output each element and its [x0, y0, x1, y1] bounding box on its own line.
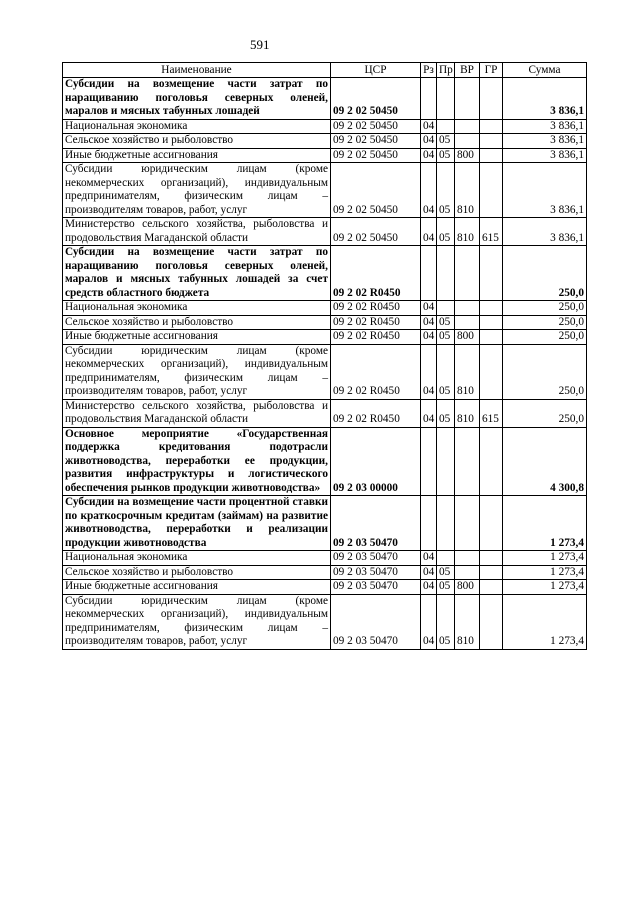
cell-vr — [455, 246, 480, 301]
cell-pr — [437, 119, 455, 134]
cell-rz — [421, 427, 437, 496]
cell-vr: 810 — [455, 218, 480, 246]
cell-csr: 09 2 03 50470 — [331, 565, 421, 580]
cell-sum: 250,0 — [503, 301, 587, 316]
cell-sum: 3 836,1 — [503, 78, 587, 120]
cell-pr — [437, 78, 455, 120]
table-row — [63, 580, 587, 595]
cell-name: Основное мероприятие «Государственная поддержка кредитования подотрасли животноводства, переработки ее продукции, развития инфраструктуры и логистического обеспечения рынков продукции животноводства» — [63, 427, 331, 496]
table-row — [63, 496, 587, 551]
budget-table — [62, 62, 587, 650]
cell-name: Сельское хозяйство и рыболовство — [63, 565, 331, 580]
cell-rz — [421, 78, 437, 120]
cell-name: Министерство сельского хозяйства, рыболовства и продовольствия Магаданской области — [63, 399, 331, 427]
cell-rz: 04 — [421, 301, 437, 316]
cell-sum: 1 273,4 — [503, 565, 587, 580]
cell-pr: 05 — [437, 580, 455, 595]
cell-csr: 09 2 03 50470 — [331, 551, 421, 566]
cell-name: Сельское хозяйство и рыболовство — [63, 134, 331, 149]
cell-vr — [455, 496, 480, 551]
cell-csr: 09 2 02 50450 — [331, 134, 421, 149]
table-row — [63, 246, 587, 301]
cell-gr: 615 — [480, 218, 503, 246]
cell-name: Иные бюджетные ассигнования — [63, 330, 331, 345]
cell-gr — [480, 119, 503, 134]
cell-csr: 09 2 03 50470 — [331, 496, 421, 551]
cell-sum: 3 836,1 — [503, 134, 587, 149]
table-row — [63, 315, 587, 330]
cell-vr: 800 — [455, 330, 480, 345]
header-pr: Пр — [437, 63, 455, 78]
table-row — [63, 119, 587, 134]
cell-vr — [455, 301, 480, 316]
cell-pr: 05 — [437, 565, 455, 580]
cell-csr: 09 2 02 R0450 — [331, 399, 421, 427]
cell-gr — [480, 427, 503, 496]
cell-pr — [437, 246, 455, 301]
cell-pr: 05 — [437, 330, 455, 345]
cell-name: Субсидии юридическим лицам (кроме некоммерческих организаций), индивидуальным предпринимателям, физическим лицам – производителям товаров, работ, услуг — [63, 594, 331, 649]
cell-gr — [480, 344, 503, 399]
cell-vr — [455, 119, 480, 134]
cell-sum: 250,0 — [503, 246, 587, 301]
table-row — [63, 551, 587, 566]
cell-rz: 04 — [421, 148, 437, 163]
cell-gr — [480, 594, 503, 649]
cell-vr: 800 — [455, 148, 480, 163]
cell-gr — [480, 496, 503, 551]
cell-name: Национальная экономика — [63, 551, 331, 566]
cell-rz: 04 — [421, 399, 437, 427]
cell-csr: 09 2 03 00000 — [331, 427, 421, 496]
cell-rz: 04 — [421, 330, 437, 345]
cell-csr: 09 2 02 R0450 — [331, 344, 421, 399]
table-row — [63, 218, 587, 246]
table-row — [63, 565, 587, 580]
cell-vr: 800 — [455, 580, 480, 595]
cell-csr: 09 2 02 50450 — [331, 78, 421, 120]
cell-pr — [437, 301, 455, 316]
cell-pr: 05 — [437, 218, 455, 246]
cell-sum: 1 273,4 — [503, 580, 587, 595]
table-body — [63, 78, 587, 650]
cell-pr: 05 — [437, 594, 455, 649]
cell-csr: 09 2 02 50450 — [331, 148, 421, 163]
cell-name: Субсидии юридическим лицам (кроме некоммерческих организаций), индивидуальным предпринимателям, физическим лицам – производителям товаров, работ, услуг — [63, 344, 331, 399]
header-csr: ЦСР — [331, 63, 421, 78]
cell-name: Субсидии на возмещение части затрат по наращиванию поголовья северных оленей, маралов и мясных табунных лошадей — [63, 78, 331, 120]
cell-sum: 250,0 — [503, 315, 587, 330]
cell-vr: 810 — [455, 594, 480, 649]
cell-sum: 3 836,1 — [503, 119, 587, 134]
cell-gr — [480, 580, 503, 595]
header-sum: Сумма — [503, 63, 587, 78]
cell-vr — [455, 315, 480, 330]
cell-rz — [421, 496, 437, 551]
cell-rz: 04 — [421, 580, 437, 595]
cell-gr — [480, 301, 503, 316]
cell-csr: 09 2 02 R0450 — [331, 246, 421, 301]
cell-rz: 04 — [421, 163, 437, 218]
cell-gr — [480, 315, 503, 330]
table-row — [63, 427, 587, 496]
header-gr: ГР — [480, 63, 503, 78]
cell-rz: 04 — [421, 315, 437, 330]
cell-csr: 09 2 02 50450 — [331, 119, 421, 134]
page-number: 591 — [250, 37, 270, 52]
cell-sum: 1 273,4 — [503, 496, 587, 551]
cell-vr: 810 — [455, 399, 480, 427]
cell-sum: 250,0 — [503, 344, 587, 399]
cell-sum: 250,0 — [503, 399, 587, 427]
table-row — [63, 78, 587, 120]
cell-gr — [480, 565, 503, 580]
header-name: Наименование — [63, 63, 331, 78]
cell-sum: 4 300,8 — [503, 427, 587, 496]
cell-name: Иные бюджетные ассигнования — [63, 148, 331, 163]
cell-sum: 1 273,4 — [503, 551, 587, 566]
cell-name: Национальная экономика — [63, 119, 331, 134]
cell-pr: 05 — [437, 399, 455, 427]
cell-name: Министерство сельского хозяйства, рыболовства и продовольствия Магаданской области — [63, 218, 331, 246]
cell-sum: 3 836,1 — [503, 148, 587, 163]
table-row — [63, 134, 587, 149]
cell-gr — [480, 134, 503, 149]
cell-rz: 04 — [421, 565, 437, 580]
cell-gr — [480, 246, 503, 301]
cell-csr: 09 2 03 50470 — [331, 580, 421, 595]
cell-rz: 04 — [421, 551, 437, 566]
cell-gr — [480, 163, 503, 218]
cell-name: Национальная экономика — [63, 301, 331, 316]
cell-pr: 05 — [437, 163, 455, 218]
cell-sum: 250,0 — [503, 330, 587, 345]
cell-sum: 3 836,1 — [503, 163, 587, 218]
cell-vr — [455, 78, 480, 120]
cell-name: Сельское хозяйство и рыболовство — [63, 315, 331, 330]
cell-name: Субсидии на возмещение части процентной ставки по краткосрочным кредитам (займам) на развитие животноводства, переработки и реализации продукции животноводства — [63, 496, 331, 551]
cell-pr — [437, 551, 455, 566]
cell-rz: 04 — [421, 119, 437, 134]
cell-rz: 04 — [421, 218, 437, 246]
cell-vr: 810 — [455, 344, 480, 399]
table-row — [63, 163, 587, 218]
table-row — [63, 330, 587, 345]
cell-rz — [421, 246, 437, 301]
table-row — [63, 148, 587, 163]
cell-vr: 810 — [455, 163, 480, 218]
cell-gr — [480, 148, 503, 163]
cell-rz: 04 — [421, 134, 437, 149]
cell-vr — [455, 565, 480, 580]
cell-pr: 05 — [437, 344, 455, 399]
cell-csr: 09 2 02 R0450 — [331, 315, 421, 330]
cell-rz: 04 — [421, 594, 437, 649]
cell-vr — [455, 551, 480, 566]
cell-csr: 09 2 02 R0450 — [331, 301, 421, 316]
cell-vr — [455, 134, 480, 149]
cell-csr: 09 2 02 50450 — [331, 218, 421, 246]
cell-name: Субсидии на возмещение части затрат по наращиванию поголовья северных оленей, маралов и мясных табунных лошадей за счет средств областного бюджета — [63, 246, 331, 301]
cell-gr: 615 — [480, 399, 503, 427]
cell-vr — [455, 427, 480, 496]
cell-pr — [437, 427, 455, 496]
cell-gr — [480, 551, 503, 566]
cell-csr: 09 2 02 R0450 — [331, 330, 421, 345]
cell-name: Субсидии юридическим лицам (кроме некоммерческих организаций), индивидуальным предпринимателям, физическим лицам – производителям товаров, работ, услуг — [63, 163, 331, 218]
cell-pr — [437, 496, 455, 551]
cell-csr: 09 2 02 50450 — [331, 163, 421, 218]
header-vr: ВР — [455, 63, 480, 78]
header-rz: Рз — [421, 63, 437, 78]
cell-name: Иные бюджетные ассигнования — [63, 580, 331, 595]
cell-gr — [480, 78, 503, 120]
cell-sum: 1 273,4 — [503, 594, 587, 649]
table-row — [63, 301, 587, 316]
cell-gr — [480, 330, 503, 345]
cell-pr: 05 — [437, 148, 455, 163]
table-header-row — [63, 63, 587, 78]
cell-pr: 05 — [437, 134, 455, 149]
cell-csr: 09 2 03 50470 — [331, 594, 421, 649]
cell-sum: 3 836,1 — [503, 218, 587, 246]
table-row — [63, 344, 587, 399]
table-row — [63, 399, 587, 427]
cell-rz: 04 — [421, 344, 437, 399]
cell-pr: 05 — [437, 315, 455, 330]
table-row — [63, 594, 587, 649]
